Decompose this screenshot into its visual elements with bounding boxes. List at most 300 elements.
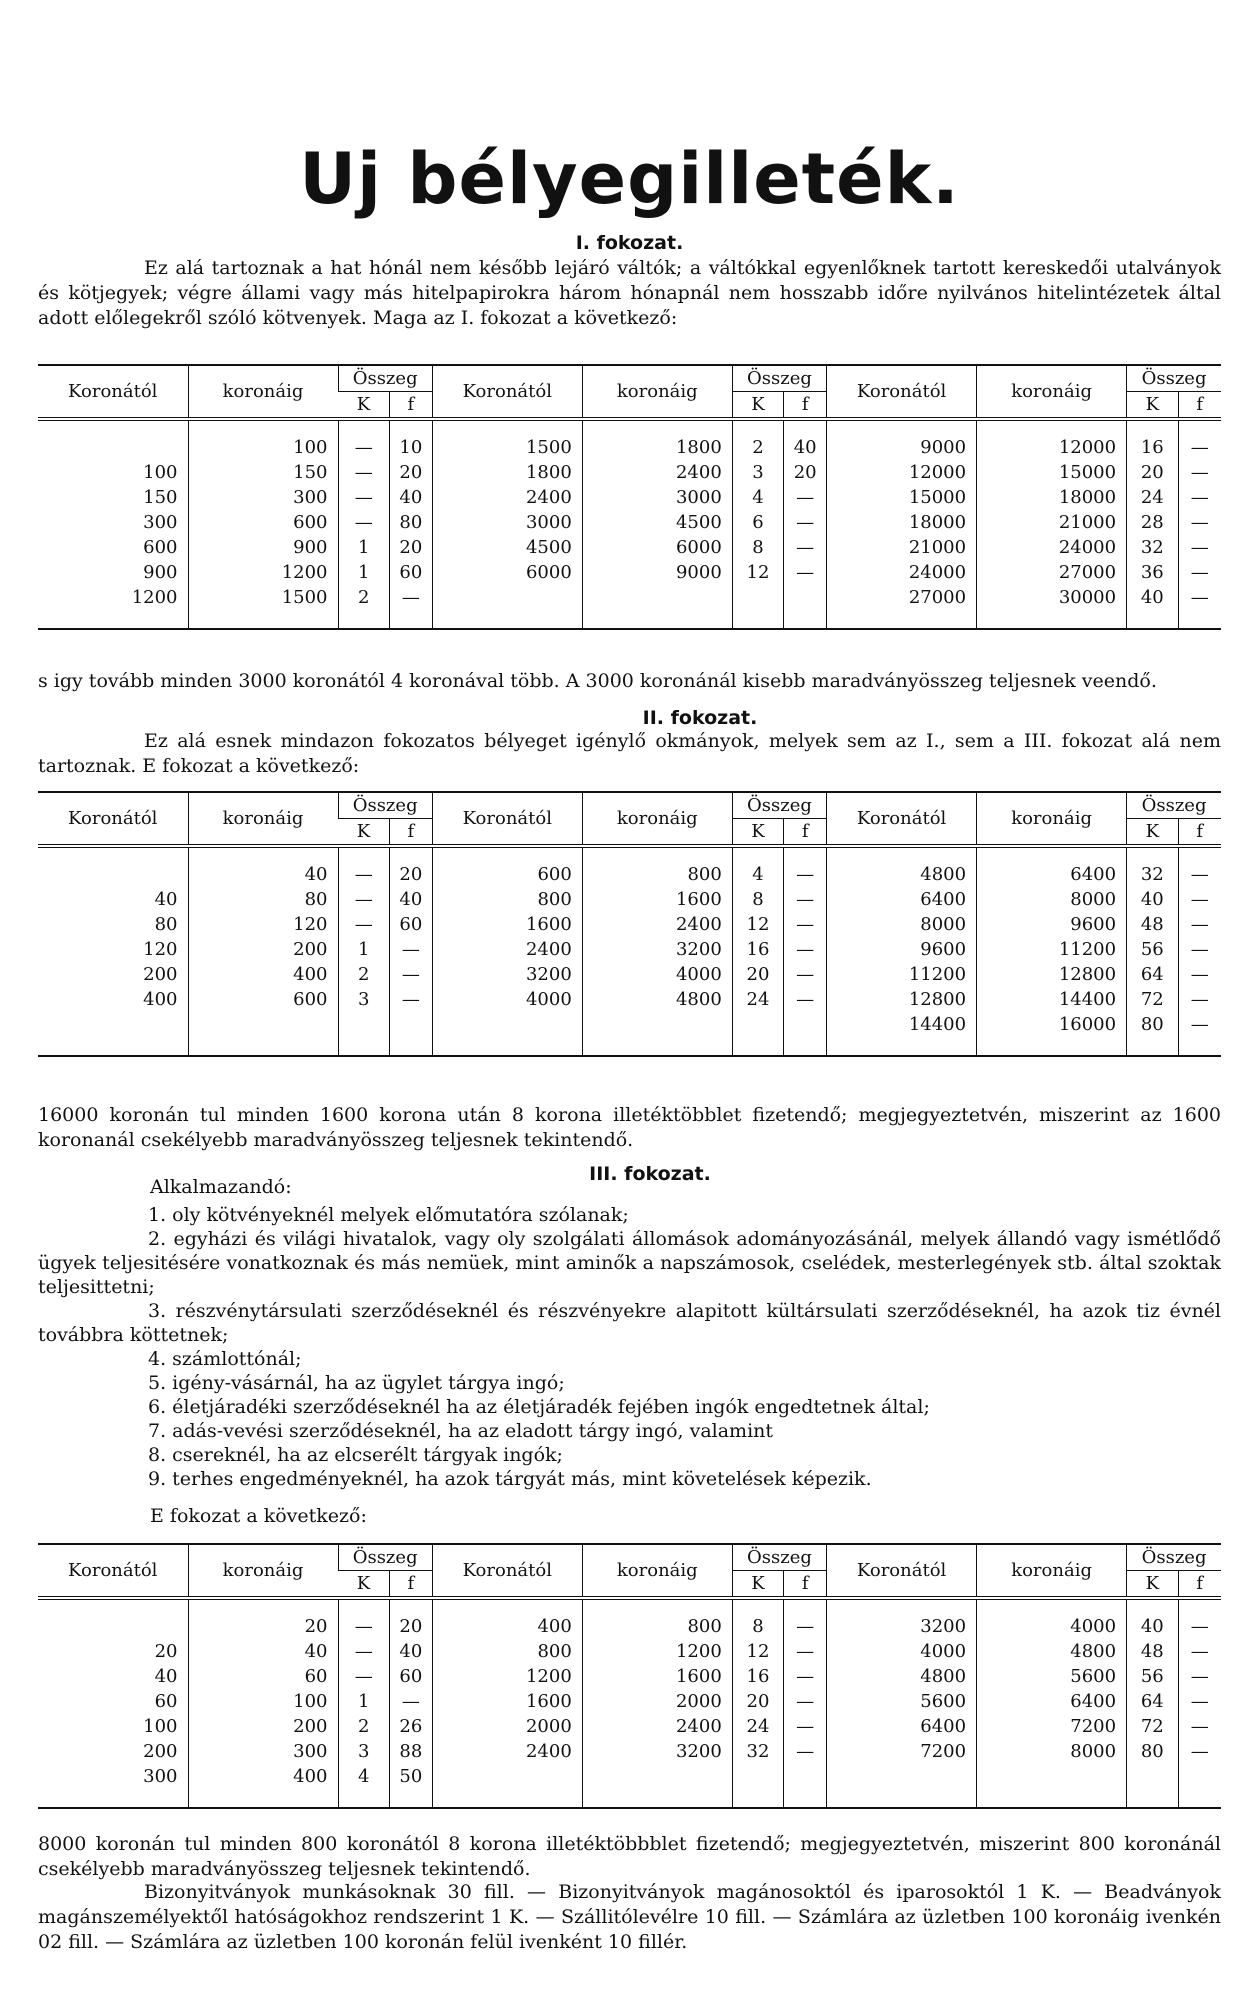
table-cell: 200 bbox=[188, 937, 338, 962]
col-header-f: f bbox=[389, 1571, 432, 1599]
grade2-heading: II. fokozat. bbox=[642, 707, 758, 729]
table-cell: 28 bbox=[1127, 510, 1178, 535]
table-cell: 3 bbox=[338, 987, 389, 1012]
table-cell: 200 bbox=[188, 1714, 338, 1739]
table-cell: 26 bbox=[389, 1714, 432, 1739]
table-cell: 400 bbox=[188, 1764, 338, 1789]
table-cell: — bbox=[1178, 1614, 1221, 1639]
table-cell: 1 bbox=[338, 535, 389, 560]
table-cell: 64 bbox=[1127, 1689, 1178, 1714]
table-cell bbox=[582, 1764, 732, 1789]
table-row bbox=[38, 435, 1221, 460]
table-cell: — bbox=[338, 1639, 389, 1664]
table-cell: 4 bbox=[732, 862, 783, 887]
table-cell: 400 bbox=[188, 962, 338, 987]
table-cell: 2000 bbox=[582, 1689, 732, 1714]
table-cell: 48 bbox=[1127, 912, 1178, 937]
col-header-to: koronáig bbox=[188, 1544, 338, 1598]
table-cell: — bbox=[784, 887, 827, 912]
table-cell: — bbox=[338, 460, 389, 485]
table-cell: 32 bbox=[1127, 862, 1178, 887]
table-cell: 1200 bbox=[131, 587, 178, 608]
table-cell: — bbox=[1178, 585, 1221, 610]
page-title: Uj bélyegilleték. bbox=[299, 138, 960, 220]
table-cell: 4000 bbox=[827, 1639, 977, 1664]
table-cell: — bbox=[338, 1664, 389, 1689]
table-cell: 11200 bbox=[827, 962, 977, 987]
table-cell: 50 bbox=[389, 1764, 432, 1789]
table-cell: 600 bbox=[188, 510, 338, 535]
col-header-k: K bbox=[1127, 819, 1178, 847]
col-header-sum: Összeg bbox=[338, 1544, 432, 1571]
table-cell: 9600 bbox=[827, 937, 977, 962]
table-cell: 16000 bbox=[977, 1012, 1127, 1037]
table-cell: 40 bbox=[389, 1639, 432, 1664]
col-header-k: K bbox=[1127, 1571, 1178, 1599]
table-cell: — bbox=[1178, 1689, 1221, 1714]
table-cell: 150 bbox=[143, 487, 178, 508]
table-cell: — bbox=[784, 510, 827, 535]
col-header-sum: Összeg bbox=[732, 1544, 826, 1571]
table-row bbox=[38, 1739, 1221, 1764]
table-cell: — bbox=[1178, 1714, 1221, 1739]
table-cell: 60 bbox=[154, 1691, 178, 1712]
col-header-from: Koronától bbox=[432, 792, 582, 846]
table-cell: — bbox=[784, 1714, 827, 1739]
table-cell: 27000 bbox=[827, 585, 977, 610]
table-cell: — bbox=[784, 485, 827, 510]
table-cell: 32 bbox=[732, 1739, 783, 1764]
table-cell bbox=[582, 585, 732, 610]
table-cell: 400 bbox=[143, 989, 178, 1010]
table-row bbox=[38, 912, 1221, 937]
table-row bbox=[38, 510, 1221, 535]
table-cell: 32 bbox=[1127, 535, 1178, 560]
table-cell: 8000 bbox=[977, 887, 1127, 912]
table-cell bbox=[827, 1764, 977, 1789]
table-cell: 24000 bbox=[977, 535, 1127, 560]
table-cell bbox=[432, 1012, 582, 1037]
table-cell bbox=[784, 1764, 827, 1789]
table-cell: 21000 bbox=[977, 510, 1127, 535]
table-cell: 300 bbox=[188, 485, 338, 510]
table-cell: 27000 bbox=[977, 560, 1127, 585]
table-cell: 60 bbox=[389, 560, 432, 585]
table-cell: 2400 bbox=[432, 1739, 582, 1764]
table-cell: 1200 bbox=[582, 1639, 732, 1664]
table-cell: 300 bbox=[143, 1766, 178, 1787]
table-cell: — bbox=[784, 535, 827, 560]
table-cell: 2400 bbox=[582, 1714, 732, 1739]
grade3-intro: E fokozat a következő: bbox=[150, 1505, 367, 1527]
table-cell: 900 bbox=[188, 535, 338, 560]
table-cell: — bbox=[1178, 887, 1221, 912]
table-row bbox=[38, 560, 1221, 585]
table-cell: 300 bbox=[143, 512, 178, 533]
table-cell: — bbox=[1178, 962, 1221, 987]
table-cell: 3 bbox=[338, 1739, 389, 1764]
table-cell: 1 bbox=[338, 560, 389, 585]
table-cell: 2 bbox=[338, 962, 389, 987]
table-cell: — bbox=[389, 962, 432, 987]
table-cell: 20 bbox=[389, 862, 432, 887]
table-cell: 2 bbox=[732, 435, 783, 460]
col-header-to: koronáig bbox=[582, 792, 732, 846]
table-cell: 15000 bbox=[977, 460, 1127, 485]
table-cell: 80 bbox=[1127, 1012, 1178, 1037]
table-cell: — bbox=[1178, 560, 1221, 585]
closing-text: Bizonyitványok munkásoknak 30 fill. — Bizonyitványok magánosoktól és iparosoktól 1 K. — Beadványok magánszemélyektől hatóságokhoz rendszerint 1 K. — Szállitólevélre 10 fill. — Számlára az üzletben 100 koronáig ivenkén 02 fill. — Számlára az üzletben 100 koronán felül ivenként 10 fillér. bbox=[38, 1881, 1221, 1953]
col-header-to: koronáig bbox=[582, 365, 732, 419]
table-cell: 1600 bbox=[582, 887, 732, 912]
table-cell: — bbox=[338, 485, 389, 510]
table-cell: 24 bbox=[732, 1714, 783, 1739]
table-cell: 80 bbox=[1127, 1739, 1178, 1764]
table-cell: 40 bbox=[389, 887, 432, 912]
table-cell: — bbox=[1178, 912, 1221, 937]
table-cell: — bbox=[1178, 535, 1221, 560]
table-cell: 9000 bbox=[582, 560, 732, 585]
table-cell: 3000 bbox=[582, 485, 732, 510]
col-header-to: koronáig bbox=[977, 792, 1127, 846]
table-cell: — bbox=[784, 862, 827, 887]
table-cell: 40 bbox=[188, 862, 338, 887]
grade1-heading: I. fokozat. bbox=[575, 232, 684, 254]
table-cell: — bbox=[338, 510, 389, 535]
table-row bbox=[38, 1012, 1221, 1037]
table-cell: 800 bbox=[432, 887, 582, 912]
grade1-intro: Ez alá tartoznak a hat hónál nem később lejáró váltók; a váltókkal egyenlőknek tartott kereskedői utalványok és kötjegyek; végre állami vagy más hitelpapirokra három hónapnál nem hosszabb időre nyilvános hitelintézetek által adott előlegekről szóló kötvenyek. Maga az I. fokozat a következő: bbox=[38, 257, 1221, 329]
table-cell: 200 bbox=[143, 1741, 178, 1762]
grade3-list bbox=[38, 1203, 1221, 1491]
table-cell: 16 bbox=[732, 937, 783, 962]
table-cell: 60 bbox=[389, 1664, 432, 1689]
table-row bbox=[38, 585, 1221, 610]
table-cell: 12800 bbox=[827, 987, 977, 1012]
table-cell bbox=[389, 1012, 432, 1037]
grade3-table bbox=[38, 1543, 1221, 1809]
col-header-k: K bbox=[338, 392, 389, 420]
table-cell: — bbox=[784, 1739, 827, 1764]
list-item: 6. életjáradéki szerződéseknél ha az életjáradék fejében ingók engedtetnek által; bbox=[148, 1396, 930, 1418]
table-row bbox=[38, 1664, 1221, 1689]
table-cell: 48 bbox=[1127, 1639, 1178, 1664]
table-cell: — bbox=[1178, 1739, 1221, 1764]
table-cell bbox=[432, 585, 582, 610]
table-cell: 6400 bbox=[827, 887, 977, 912]
table-cell: 12000 bbox=[827, 460, 977, 485]
table-cell: — bbox=[1178, 510, 1221, 535]
table-cell bbox=[582, 1012, 732, 1037]
table-cell: 20 bbox=[1127, 460, 1178, 485]
table-cell: 8 bbox=[732, 535, 783, 560]
table-cell: 18000 bbox=[977, 485, 1127, 510]
table-cell: 40 bbox=[389, 485, 432, 510]
table-cell: 2400 bbox=[582, 460, 732, 485]
table-cell: 8 bbox=[732, 1614, 783, 1639]
table-row bbox=[38, 1689, 1221, 1714]
table-cell: — bbox=[1178, 937, 1221, 962]
table-cell: — bbox=[1178, 485, 1221, 510]
table-cell: 1200 bbox=[188, 560, 338, 585]
col-header-sum: Összeg bbox=[1127, 792, 1221, 819]
col-header-f: f bbox=[389, 819, 432, 847]
table-cell: 400 bbox=[432, 1614, 582, 1639]
table-cell: — bbox=[784, 962, 827, 987]
col-header-k: K bbox=[732, 819, 783, 847]
table-cell: 120 bbox=[188, 912, 338, 937]
table-cell: — bbox=[1178, 862, 1221, 887]
table-cell: 1200 bbox=[432, 1664, 582, 1689]
table-cell: 20 bbox=[732, 1689, 783, 1714]
table-cell: 18000 bbox=[827, 510, 977, 535]
table-cell: — bbox=[338, 435, 389, 460]
table-cell: 2400 bbox=[432, 485, 582, 510]
table-cell: 4800 bbox=[977, 1639, 1127, 1664]
table-cell: 40 bbox=[1127, 585, 1178, 610]
table-row bbox=[38, 887, 1221, 912]
col-header-sum: Összeg bbox=[1127, 1544, 1221, 1571]
col-header-sum: Összeg bbox=[732, 792, 826, 819]
table-cell: 100 bbox=[143, 462, 178, 483]
table-cell: 8000 bbox=[827, 912, 977, 937]
table-cell: 20 bbox=[188, 1614, 338, 1639]
table-row bbox=[38, 1639, 1221, 1664]
table-cell: 72 bbox=[1127, 1714, 1178, 1739]
table-cell: 24 bbox=[732, 987, 783, 1012]
table-cell: 4800 bbox=[827, 862, 977, 887]
table-cell: — bbox=[389, 937, 432, 962]
table-cell: 4800 bbox=[827, 1664, 977, 1689]
table-cell: 11200 bbox=[977, 937, 1127, 962]
table-row bbox=[38, 1614, 1221, 1639]
table-cell: 6000 bbox=[582, 535, 732, 560]
table-row bbox=[38, 460, 1221, 485]
table-cell: 100 bbox=[188, 435, 338, 460]
table-cell: 4000 bbox=[977, 1614, 1127, 1639]
col-header-to: koronáig bbox=[188, 365, 338, 419]
table-cell: 6400 bbox=[827, 1714, 977, 1739]
table-cell: 1800 bbox=[432, 460, 582, 485]
table-cell bbox=[1178, 1764, 1221, 1789]
list-item: 4. számlottónál; bbox=[148, 1348, 302, 1370]
table-row bbox=[38, 535, 1221, 560]
col-header-f: f bbox=[1178, 392, 1221, 420]
list-item: 5. igény-vásárnál, ha az ügylet tárgya ingó; bbox=[148, 1372, 565, 1394]
table-cell: 88 bbox=[389, 1739, 432, 1764]
table-cell: 100 bbox=[143, 1716, 178, 1737]
table-cell: 4800 bbox=[582, 987, 732, 1012]
table-cell bbox=[732, 585, 783, 610]
table-cell: 14400 bbox=[977, 987, 1127, 1012]
table-cell: 200 bbox=[143, 964, 178, 985]
table-cell: 40 bbox=[154, 889, 178, 910]
table-row bbox=[38, 962, 1221, 987]
col-header-k: K bbox=[732, 1571, 783, 1599]
table-cell: 40 bbox=[1127, 1614, 1178, 1639]
table-cell: 1500 bbox=[188, 585, 338, 610]
col-header-f: f bbox=[389, 392, 432, 420]
col-header-from: Koronától bbox=[38, 792, 188, 846]
table-cell: — bbox=[338, 862, 389, 887]
table-cell: 1 bbox=[338, 937, 389, 962]
table-cell bbox=[338, 1012, 389, 1037]
table-cell: — bbox=[1178, 435, 1221, 460]
table-cell: 1800 bbox=[582, 435, 732, 460]
table-cell: 80 bbox=[154, 914, 178, 935]
table-cell bbox=[732, 1012, 783, 1037]
table-cell: 56 bbox=[1127, 937, 1178, 962]
table-row bbox=[38, 987, 1221, 1012]
table-cell bbox=[38, 862, 188, 887]
table-cell: 3200 bbox=[582, 1739, 732, 1764]
table-cell: 14400 bbox=[827, 1012, 977, 1037]
table-cell: 20 bbox=[784, 460, 827, 485]
grade2-intro: Ez alá esnek mindazon fokozatos bélyeget igénylő okmányok, melyek sem az I., sem a III. fokozat alá nem tartoznak. E fokozat a következő: bbox=[38, 730, 1221, 777]
col-header-f: f bbox=[1178, 819, 1221, 847]
table-cell: 60 bbox=[188, 1664, 338, 1689]
table-cell bbox=[732, 1764, 783, 1789]
table-row bbox=[38, 1764, 1221, 1789]
table-cell: 9000 bbox=[827, 435, 977, 460]
table-cell: 100 bbox=[188, 1689, 338, 1714]
col-header-k: K bbox=[338, 819, 389, 847]
table-cell: 40 bbox=[188, 1639, 338, 1664]
col-header-from: Koronától bbox=[827, 1544, 977, 1598]
table-cell: 20 bbox=[732, 962, 783, 987]
table-cell: 4500 bbox=[582, 510, 732, 535]
table-cell: 6 bbox=[732, 510, 783, 535]
col-header-k: K bbox=[1127, 392, 1178, 420]
col-header-k: K bbox=[338, 1571, 389, 1599]
col-header-from: Koronától bbox=[432, 365, 582, 419]
grade3-applied: Alkalmazandó: bbox=[150, 1176, 292, 1198]
table-cell: 12 bbox=[732, 560, 783, 585]
table-cell: 2 bbox=[338, 585, 389, 610]
table-cell: 40 bbox=[1127, 887, 1178, 912]
grade3-heading: III. fokozat. bbox=[589, 1163, 711, 1185]
table-cell: 1600 bbox=[432, 1689, 582, 1714]
col-header-to: koronáig bbox=[188, 792, 338, 846]
table-cell: 3200 bbox=[432, 962, 582, 987]
table-cell: 16 bbox=[732, 1664, 783, 1689]
table-cell: — bbox=[1178, 1639, 1221, 1664]
table-cell bbox=[784, 1012, 827, 1037]
table-cell bbox=[784, 585, 827, 610]
table-cell: — bbox=[784, 1614, 827, 1639]
table-cell: 72 bbox=[1127, 987, 1178, 1012]
col-header-to: koronáig bbox=[977, 365, 1127, 419]
col-header-f: f bbox=[784, 392, 827, 420]
table-cell: 8 bbox=[732, 887, 783, 912]
table-cell: 9600 bbox=[977, 912, 1127, 937]
table-cell: 12 bbox=[732, 912, 783, 937]
table-cell: — bbox=[784, 987, 827, 1012]
list-item: 1. oly kötvényeknél melyek előmutatóra szólanak; bbox=[148, 1204, 629, 1226]
table-cell: — bbox=[1178, 1012, 1221, 1037]
table-cell: 1600 bbox=[432, 912, 582, 937]
col-header-f: f bbox=[784, 1571, 827, 1599]
table-cell: 40 bbox=[784, 435, 827, 460]
table-row bbox=[38, 862, 1221, 887]
table-cell: 80 bbox=[188, 887, 338, 912]
col-header-sum: Összeg bbox=[732, 365, 826, 392]
table-cell: 2 bbox=[338, 1714, 389, 1739]
list-item: 3. részvénytársulati szerződéseknél és részvényekre alapitott kültársulati szerződéseknél, ha azok tiz évnél továbbra köttetnek; bbox=[38, 1300, 1221, 1346]
grade3-after: 8000 koronán tul minden 800 koronától 8 korona illetéktöbbblet fizetendő; megjegyeztetvén, miszerint 800 koronánál csekélyebb maradványösszeg teljesnek tekintendő. bbox=[38, 1833, 1221, 1880]
table-cell: — bbox=[1178, 1664, 1221, 1689]
table-cell: 600 bbox=[143, 537, 178, 558]
table-cell: 4500 bbox=[432, 535, 582, 560]
table-cell: — bbox=[784, 912, 827, 937]
col-header-from: Koronától bbox=[38, 1544, 188, 1598]
table-cell: 12000 bbox=[977, 435, 1127, 460]
table-cell: — bbox=[338, 887, 389, 912]
col-header-from: Koronától bbox=[38, 365, 188, 419]
table-row bbox=[38, 937, 1221, 962]
table-cell: 5600 bbox=[827, 1689, 977, 1714]
table-cell: 1 bbox=[338, 1689, 389, 1714]
table-cell: 20 bbox=[389, 535, 432, 560]
table-cell: 6000 bbox=[432, 560, 582, 585]
table-cell: 4 bbox=[732, 485, 783, 510]
col-header-f: f bbox=[1178, 1571, 1221, 1599]
col-header-k: K bbox=[732, 392, 783, 420]
table-cell: 150 bbox=[188, 460, 338, 485]
col-header-f: f bbox=[784, 819, 827, 847]
table-cell bbox=[38, 1614, 188, 1639]
table-cell bbox=[38, 435, 188, 460]
table-cell: 900 bbox=[143, 562, 178, 583]
table-cell: 1500 bbox=[432, 435, 582, 460]
col-header-sum: Összeg bbox=[338, 792, 432, 819]
table-cell: 36 bbox=[1127, 560, 1178, 585]
table-cell: 120 bbox=[143, 939, 178, 960]
table-cell: 600 bbox=[188, 987, 338, 1012]
table-cell: 300 bbox=[188, 1739, 338, 1764]
table-cell: 3200 bbox=[582, 937, 732, 962]
table-cell: 20 bbox=[154, 1641, 178, 1662]
table-cell: 40 bbox=[154, 1666, 178, 1687]
table-cell: — bbox=[389, 585, 432, 610]
table-cell: 4000 bbox=[582, 962, 732, 987]
table-cell: 4 bbox=[338, 1764, 389, 1789]
table-cell: 20 bbox=[389, 460, 432, 485]
table-cell: — bbox=[784, 1664, 827, 1689]
table-row bbox=[38, 1714, 1221, 1739]
table-cell: 800 bbox=[582, 862, 732, 887]
col-header-to: koronáig bbox=[582, 1544, 732, 1598]
table-cell: — bbox=[784, 1639, 827, 1664]
table-cell: 1600 bbox=[582, 1664, 732, 1689]
table-cell: 3000 bbox=[432, 510, 582, 535]
list-item: 9. terhes engedményeknél, ha azok tárgyát más, mint követelések képezik. bbox=[148, 1468, 872, 1490]
table-cell: 800 bbox=[432, 1639, 582, 1664]
table-cell: 10 bbox=[389, 435, 432, 460]
table-cell: 3200 bbox=[827, 1614, 977, 1639]
grade1-table bbox=[38, 364, 1221, 630]
table-cell: 2000 bbox=[432, 1714, 582, 1739]
table-cell: — bbox=[784, 937, 827, 962]
table-cell: 12 bbox=[732, 1639, 783, 1664]
table-cell: 60 bbox=[389, 912, 432, 937]
grade2-table bbox=[38, 791, 1221, 1057]
col-header-to: koronáig bbox=[977, 1544, 1127, 1598]
table-cell: — bbox=[389, 987, 432, 1012]
table-row bbox=[38, 485, 1221, 510]
table-cell: 20 bbox=[389, 1614, 432, 1639]
table-cell: 2400 bbox=[432, 937, 582, 962]
